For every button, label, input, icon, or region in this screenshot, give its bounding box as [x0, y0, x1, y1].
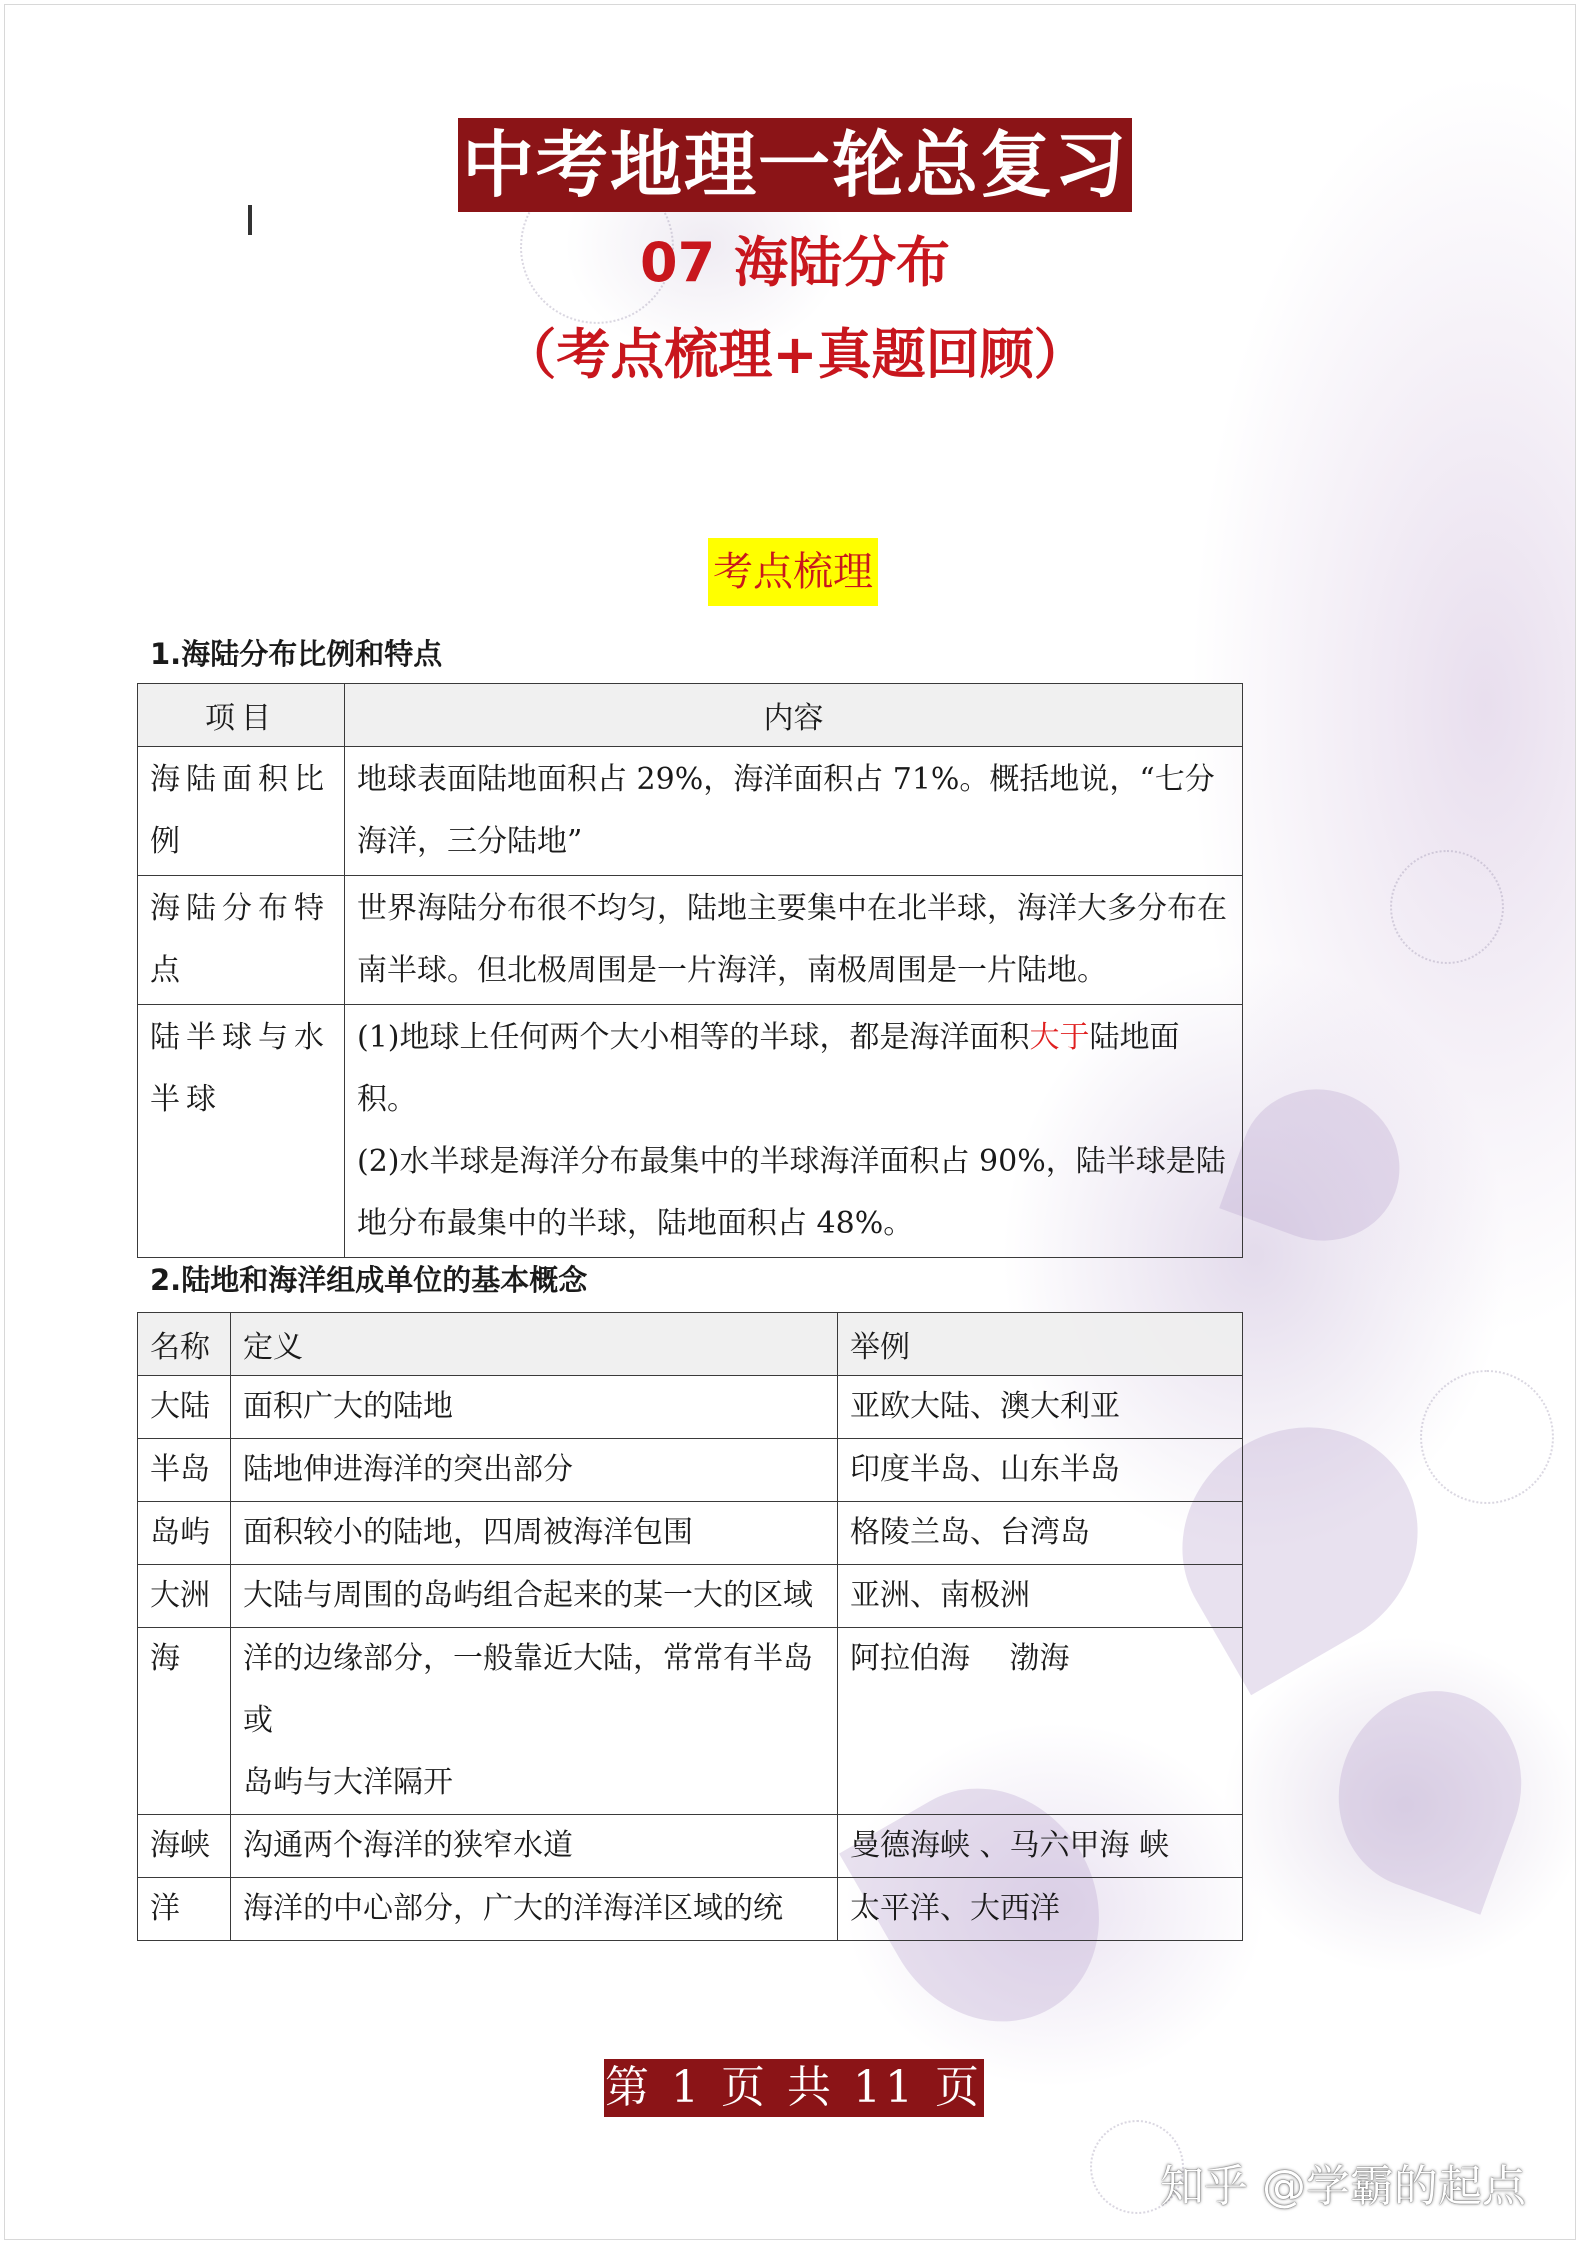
- definition-text: 岛屿与大洋隔开: [243, 1765, 453, 1800]
- highlight-text: 大于: [1029, 1020, 1090, 1055]
- chapter-subtitle: （考点梳理+真题回顾）: [502, 323, 1088, 386]
- row-example: 印度半岛、山东半岛: [838, 1439, 1243, 1502]
- table-row: [138, 1815, 1243, 1878]
- row-name: 海: [138, 1628, 231, 1815]
- section-banner: 考点梳理: [708, 538, 878, 606]
- row-content: 世界海陆分布很不均匀，陆地主要集中在北半球，海洋大多分布在南半球。但北极周围是一片海洋，南极周围是一片陆地。: [345, 876, 1243, 1005]
- margin-mark: [248, 205, 252, 235]
- table-row: [138, 1628, 1243, 1815]
- row-definition: [231, 1628, 838, 1815]
- section1-heading: 1.海陆分布比例和特点: [150, 637, 443, 671]
- decor-circle: [1420, 1370, 1554, 1504]
- row-content: [345, 1005, 1243, 1258]
- row-item: 海陆分布特点: [138, 876, 345, 1005]
- concept-table: [137, 1312, 1243, 1941]
- table-row: [138, 876, 1243, 1005]
- column-header: 定义: [231, 1313, 838, 1376]
- row-example: 曼德海峡 、马六甲海 峡: [838, 1815, 1243, 1878]
- table-row: [138, 747, 1243, 876]
- row-definition: 沟通两个海洋的狭窄水道: [231, 1815, 838, 1878]
- row-example: 亚洲、南极洲: [838, 1565, 1243, 1628]
- column-header: 名称: [138, 1313, 231, 1376]
- column-header: 内容: [345, 684, 1243, 747]
- row-name: 半岛: [138, 1439, 231, 1502]
- row-item: 陆半球与水半球: [138, 1005, 345, 1258]
- column-header: 项目: [138, 684, 345, 747]
- table-row: [138, 1565, 1243, 1628]
- decor-circle: [1390, 850, 1504, 964]
- table-row: [138, 1005, 1243, 1258]
- table-header-row: [138, 1313, 1243, 1376]
- row-definition: 面积广大的陆地: [231, 1376, 838, 1439]
- row-definition: 面积较小的陆地，四周被海洋包围: [231, 1502, 838, 1565]
- row-example: 阿拉伯海 渤海: [838, 1628, 1243, 1815]
- row-example: 格陵兰岛、台湾岛: [838, 1502, 1243, 1565]
- row-example: 亚欧大陆、澳大利亚: [838, 1376, 1243, 1439]
- content-text: (1)地球上任何两个大小相等的半球，都是海洋面积: [357, 1020, 1030, 1055]
- watermark: 知乎 @学霸的起点: [1160, 2161, 1526, 2212]
- table-row: [138, 1878, 1243, 1941]
- row-name: 洋: [138, 1878, 231, 1941]
- content-text: 陆地面积。: [357, 1020, 1180, 1117]
- row-definition: 海洋的中心部分，广大的洋海洋区域的统: [231, 1878, 838, 1941]
- table-row: [138, 1439, 1243, 1502]
- row-name: 海峡: [138, 1815, 231, 1878]
- page-number: 第 1 页 共 11 页: [604, 2059, 984, 2117]
- chapter-title: 07 海陆分布: [640, 231, 950, 294]
- row-content: 地球表面陆地面积占 29%，海洋面积占 71%。概括地说，“七分海洋，三分陆地”: [345, 747, 1243, 876]
- ratio-table: [137, 683, 1243, 1258]
- row-name: 大洲: [138, 1565, 231, 1628]
- row-name: 岛屿: [138, 1502, 231, 1565]
- page-title: 中考地理一轮总复习: [458, 118, 1132, 212]
- row-definition: 陆地伸进海洋的突出部分: [231, 1439, 838, 1502]
- row-example: 太平洋、大西洋: [838, 1878, 1243, 1941]
- row-item: 海陆面积比例: [138, 747, 345, 876]
- table-row: [138, 1376, 1243, 1439]
- section2-heading: 2.陆地和海洋组成单位的基本概念: [150, 1263, 588, 1297]
- row-name: 大陆: [138, 1376, 231, 1439]
- content-text: (2)水半球是海洋分布最集中的半球海洋面积占 90%，陆半球是陆地分布最集中的半球，陆地面积占 48%。: [357, 1144, 1226, 1241]
- definition-text: 洋的边缘部分，一般靠近大陆，常常有半岛或: [243, 1641, 813, 1738]
- table-header-row: [138, 684, 1243, 747]
- column-header: 举例: [838, 1313, 1243, 1376]
- row-definition: 大陆与周围的岛屿组合起来的某一大的区域: [231, 1565, 838, 1628]
- table-row: [138, 1502, 1243, 1565]
